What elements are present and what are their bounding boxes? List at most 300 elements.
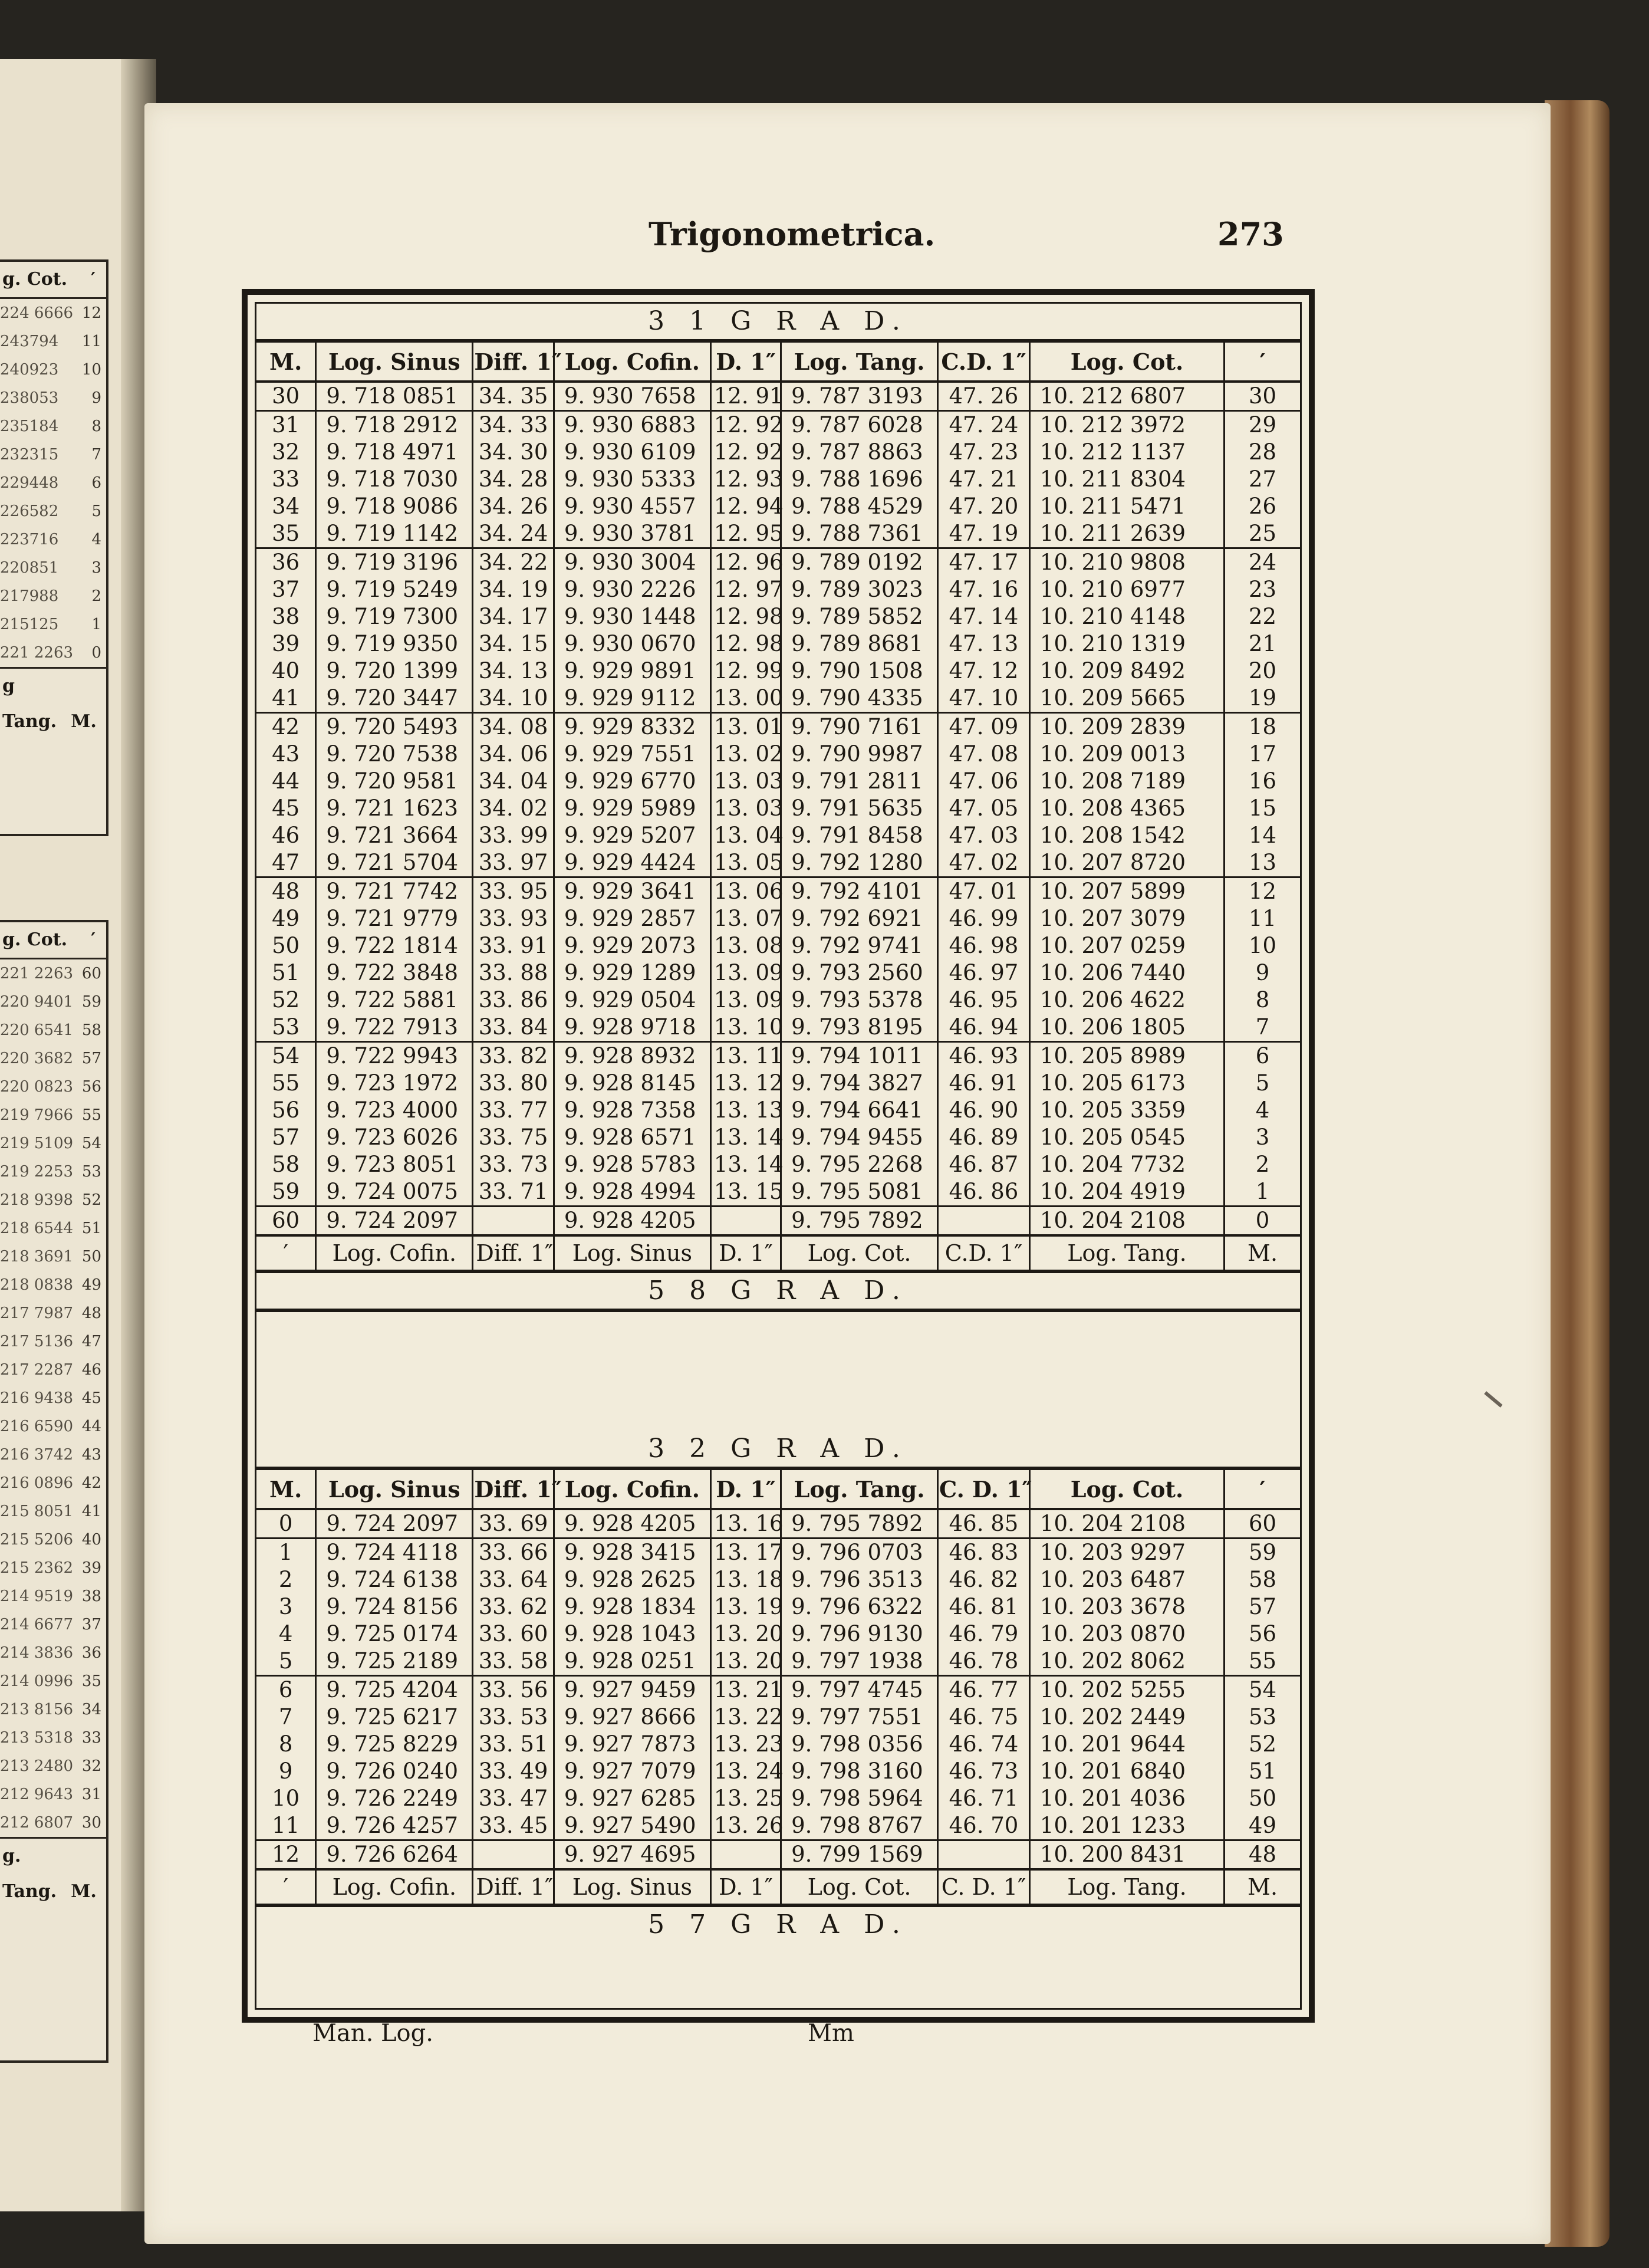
table-cell: 47. 08 — [938, 741, 1030, 768]
table-cell: 10. 207 0259 — [1029, 932, 1224, 959]
left-cell-minute: 9 — [91, 389, 101, 407]
left-table-row — [0, 1752, 106, 1780]
left-cell-minute: 11 — [81, 333, 101, 350]
table-cell: 9. 791 2811 — [781, 768, 938, 795]
table-cell: 31 — [256, 411, 316, 439]
left-cell-value: 232315 — [0, 446, 59, 464]
left-cell-value: 219 2253 — [0, 1163, 74, 1181]
table-row — [256, 768, 1300, 795]
table-cell: 47. 26 — [938, 382, 1030, 411]
table-cell: 46. 78 — [938, 1648, 1030, 1676]
column-header: ′ — [1225, 1470, 1300, 1509]
table-cell: 9. 721 9779 — [316, 905, 473, 932]
grad-heading-58: 5 8 G R A D. — [256, 1270, 1300, 1312]
column-footer: Log. Cot. — [781, 1235, 938, 1270]
left-table-footer — [0, 667, 106, 739]
left-cell-minute: 53 — [81, 1163, 101, 1181]
table-cell: 9. 721 3664 — [316, 822, 473, 849]
column-header: ′ — [1225, 343, 1300, 382]
table-cell: 9. 788 1696 — [781, 466, 938, 493]
table-cell: 9 — [256, 1758, 316, 1785]
left-cell-minute: 58 — [81, 1021, 101, 1039]
left-cell-value: 214 6677 — [0, 1616, 74, 1633]
table-cell: 9. 928 9718 — [554, 1014, 710, 1042]
table-cell: 47. 10 — [938, 685, 1030, 713]
table-cell: 22 — [1248, 604, 1277, 629]
table-cell: 9. 719 9350 — [316, 630, 473, 658]
left-table-row — [0, 1724, 106, 1752]
table-row — [256, 1178, 1300, 1207]
table-row — [256, 932, 1300, 959]
table-cell: 9. 726 2249 — [316, 1785, 473, 1812]
table-cell: 13. 09 — [710, 987, 781, 1014]
column-header: Diff. 1″ — [473, 343, 554, 382]
table-cell: 9. 724 0075 — [316, 1178, 473, 1207]
table-cell: 9. 725 4204 — [316, 1676, 473, 1704]
table-cell: 3 — [1255, 1125, 1270, 1150]
table-cell: 34. 28 — [473, 466, 554, 493]
table-cell: 10. 202 8062 — [1029, 1648, 1224, 1676]
table-cell: 9. 719 7300 — [316, 603, 473, 630]
table-cell: 0 — [1225, 1207, 1300, 1236]
left-cell-minute: 12 — [81, 304, 101, 322]
table-cell: 9. 720 1399 — [316, 658, 473, 685]
table-cell: 9. 792 1280 — [781, 849, 938, 877]
table-row — [256, 1840, 1300, 1870]
left-table-row — [0, 1384, 106, 1412]
table-cell: 46. 74 — [938, 1731, 1030, 1758]
table-cell: 9. 789 8681 — [781, 630, 938, 658]
left-cell-value: 216 6590 — [0, 1418, 74, 1435]
table-cell: 9. 720 7538 — [316, 741, 473, 768]
table-cell: 12 — [1225, 877, 1300, 906]
table-cell: 10. 207 3079 — [1029, 905, 1224, 932]
left-cell-value: 219 5109 — [0, 1135, 74, 1152]
table-cell: 33. 47 — [473, 1785, 554, 1812]
table-cell: 9. 719 5249 — [316, 576, 473, 603]
table-cell: 9. 793 8195 — [781, 1014, 938, 1042]
table-cell: 10. 204 4919 — [1029, 1178, 1224, 1207]
table-cell: 9. 795 2268 — [781, 1151, 938, 1178]
table-cell: 9. 929 3641 — [554, 877, 710, 906]
left-cell-minute: 0 — [91, 644, 101, 662]
table-cell: 13 — [1248, 850, 1277, 875]
table-cell: 1 — [256, 1539, 316, 1567]
left-cell-value: 220 0823 — [0, 1078, 74, 1096]
table-cell: 9. 799 1569 — [781, 1840, 938, 1870]
table-cell: 33. 88 — [473, 959, 554, 987]
column-header: Diff. 1″ — [473, 1470, 554, 1509]
left-cell-minute: 30 — [81, 1814, 101, 1832]
table-cell: 13. 08 — [710, 932, 781, 959]
table-cell: 10. 205 0545 — [1029, 1124, 1224, 1151]
table-cell: 44 — [256, 768, 316, 795]
column-footer: M. — [1225, 1235, 1300, 1270]
table-cell: 10. 209 5665 — [1029, 685, 1224, 713]
table-cell — [710, 1840, 781, 1870]
table-cell: 13. 14 — [710, 1151, 781, 1178]
table-cell: 9. 725 8229 — [316, 1731, 473, 1758]
table-cell: 13. 17 — [710, 1539, 781, 1567]
table-cell: 9. 928 7358 — [554, 1097, 710, 1124]
table-cell: 13. 03 — [710, 768, 781, 795]
table-cell: 33. 73 — [473, 1151, 554, 1178]
table-cell: 46. 77 — [938, 1676, 1030, 1704]
left-cell-value: 226582 — [0, 502, 59, 520]
grad-heading-32: 3 2 G R A D. — [256, 1431, 1300, 1470]
table-cell: 46. 70 — [938, 1812, 1030, 1840]
left-cell-minute: 51 — [81, 1220, 101, 1237]
table-cell: 9. 720 3447 — [316, 685, 473, 713]
left-cell-value: 216 0896 — [0, 1474, 74, 1492]
table-cell: 47. 19 — [938, 520, 1030, 548]
table-cell: 34. 35 — [473, 382, 554, 411]
table-cell: 52 — [256, 987, 316, 1014]
left-cell-value: 215 8051 — [0, 1503, 74, 1520]
column-footer: C. D. 1″ — [938, 1869, 1030, 1904]
table-cell: 34. 10 — [473, 685, 554, 713]
table-cell: 9. 787 3193 — [781, 382, 938, 411]
table-cell: 10. 200 8431 — [1029, 1840, 1224, 1870]
table-cell: 33. 56 — [473, 1676, 554, 1704]
left-footer-tang: g. Tang. — [2, 1846, 57, 1902]
table-cell: 33. 93 — [473, 905, 554, 932]
table-row — [256, 1539, 1300, 1567]
left-table-row — [0, 1327, 106, 1356]
table-cell: 13. 26 — [710, 1812, 781, 1840]
table-cell: 11 — [256, 1812, 316, 1840]
table-cell: 47. 03 — [938, 822, 1030, 849]
left-cell-minute: 34 — [81, 1701, 101, 1718]
table-cell: 13. 02 — [710, 741, 781, 768]
left-cell-minute: 7 — [91, 446, 101, 464]
table-cell: 9. 722 7913 — [316, 1014, 473, 1042]
table-cell: 10. 207 8720 — [1029, 849, 1224, 877]
table-cell: 10. 204 2108 — [1029, 1509, 1224, 1539]
column-header: Log. Sinus — [316, 343, 473, 382]
table-cell — [473, 1840, 554, 1870]
left-cell-value: 219 7966 — [0, 1106, 74, 1124]
table-cell: 13. 06 — [710, 877, 781, 906]
table-cell: 12. 98 — [710, 630, 781, 658]
column-header: Log. Tang. — [781, 1470, 938, 1509]
column-header: M. — [256, 1470, 316, 1509]
table-row — [256, 1731, 1300, 1758]
table-cell: 9. 719 3196 — [316, 548, 473, 577]
table-row — [256, 1785, 1300, 1812]
footer-left: Man. Log. — [312, 2020, 433, 2047]
left-cell-minute: 55 — [81, 1106, 101, 1124]
left-cell-value: 217988 — [0, 587, 59, 605]
table-cell: 46. 87 — [938, 1151, 1030, 1178]
table-cell: 30 — [1248, 383, 1277, 409]
table-cell: 46. 82 — [938, 1566, 1030, 1593]
table-cell: 13. 24 — [710, 1758, 781, 1785]
table-cell: 9. 798 3160 — [781, 1758, 938, 1785]
left-cell-minute: 49 — [81, 1276, 101, 1294]
table-cell: 10. 212 1137 — [1029, 439, 1224, 466]
left-footer-m: M. — [71, 711, 97, 732]
left-cell-minute: 45 — [81, 1389, 101, 1407]
column-header: Log. Cot. — [1029, 1470, 1224, 1509]
table-cell: 12. 96 — [710, 548, 781, 577]
table-cell: 51 — [256, 959, 316, 987]
table-cell: 10. 203 3678 — [1029, 1593, 1224, 1621]
left-cell-value: 217 7987 — [0, 1304, 74, 1322]
table-cell: 13. 20 — [710, 1621, 781, 1648]
table-cell: 14 — [1248, 823, 1277, 848]
table-inner-frame — [255, 302, 1302, 2010]
table-frame — [242, 289, 1315, 2023]
left-table-row — [0, 988, 106, 1016]
left-cell-minute: 46 — [81, 1361, 101, 1379]
table-cell: 33. 77 — [473, 1097, 554, 1124]
table-row — [256, 822, 1300, 849]
table-cell: 59 — [1225, 1539, 1300, 1567]
table-cell: 48 — [1225, 1840, 1300, 1870]
table-cell: 9. 929 5989 — [554, 795, 710, 822]
table-cell: 12. 98 — [710, 603, 781, 630]
left-cell-minute: 37 — [81, 1616, 101, 1633]
left-cell-value: 240923 — [0, 361, 59, 379]
table-cell: 60 — [1248, 1511, 1277, 1536]
column-footer: Log. Cofin. — [316, 1235, 473, 1270]
table-cell: 33. 80 — [473, 1070, 554, 1097]
table-cell: 9. 794 3827 — [781, 1070, 938, 1097]
left-cell-value: 212 6807 — [0, 1814, 74, 1832]
table-row — [256, 1124, 1300, 1151]
left-table-row — [0, 1469, 106, 1497]
table-cell: 6 — [256, 1676, 316, 1704]
table-cell: 13. 05 — [710, 849, 781, 877]
table-cell: 34. 02 — [473, 795, 554, 822]
table-cell: 34. 04 — [473, 768, 554, 795]
table-row — [256, 877, 1300, 906]
table-cell: 55 — [256, 1070, 316, 1097]
table-row — [256, 493, 1300, 520]
table-cell: 12. 92 — [710, 411, 781, 439]
table-cell: 47. 20 — [938, 493, 1030, 520]
table-cell: 9. 797 1938 — [781, 1648, 938, 1676]
table-row — [256, 1621, 1300, 1648]
left-cell-value: 213 2480 — [0, 1757, 74, 1775]
table-cell: 6 — [1225, 1042, 1300, 1070]
left-table-row — [0, 610, 106, 639]
table-cell: 9 — [1255, 960, 1270, 985]
table-cell: 9. 930 4557 — [554, 493, 710, 520]
table-cell: 34. 08 — [473, 713, 554, 741]
table-cell — [710, 1207, 781, 1236]
table-cell: 27 — [1248, 466, 1277, 492]
table-cell: 10. 203 6487 — [1029, 1566, 1224, 1593]
table-cell: 12. 92 — [710, 439, 781, 466]
column-header: C. D. 1″ — [938, 1470, 1030, 1509]
table-cell: 46. 93 — [938, 1042, 1030, 1070]
table-cell: 34 — [256, 493, 316, 520]
table-cell: 46 — [256, 822, 316, 849]
left-cell-minute: 57 — [81, 1050, 101, 1067]
left-footer-m: M. — [71, 1881, 97, 1902]
table-cell: 9. 929 5207 — [554, 822, 710, 849]
table-cell: 33. 82 — [473, 1042, 554, 1070]
table-cell: 39 — [256, 630, 316, 658]
table-row — [256, 1151, 1300, 1178]
table-cell: 9. 794 1011 — [781, 1042, 938, 1070]
table-cell: 46. 75 — [938, 1704, 1030, 1731]
table-cell: 47. 13 — [938, 630, 1030, 658]
table-cell: 10. 211 2639 — [1029, 520, 1224, 548]
table-cell: 16 — [1248, 768, 1277, 794]
left-header-cot: g. Cot. — [2, 269, 68, 290]
table-cell: 41 — [256, 685, 316, 713]
table-cell: 10. 211 8304 — [1029, 466, 1224, 493]
left-table-row — [0, 1610, 106, 1639]
table-cell: 13. 20 — [710, 1648, 781, 1676]
table-cell: 13. 14 — [710, 1124, 781, 1151]
table-cell: 34. 15 — [473, 630, 554, 658]
left-cell-value: 214 3836 — [0, 1644, 74, 1662]
table-cell: 13. 16 — [710, 1509, 781, 1539]
table-cell: 8 — [1255, 987, 1270, 1013]
left-table-row — [0, 639, 106, 667]
table-row — [256, 1042, 1300, 1070]
left-cell-value: 215125 — [0, 616, 59, 633]
left-cell-minute: 52 — [81, 1191, 101, 1209]
table-cell: 18 — [1225, 713, 1300, 741]
table-cell: 12. 93 — [710, 466, 781, 493]
left-table-row — [0, 525, 106, 554]
table-cell: 9. 928 4994 — [554, 1178, 710, 1207]
table-cell: 13. 04 — [710, 822, 781, 849]
left-table-row — [0, 1695, 106, 1724]
table-cell: 9. 930 6883 — [554, 411, 710, 439]
table-cell: 9. 723 8051 — [316, 1151, 473, 1178]
table-row — [256, 411, 1300, 439]
log-table-31 — [256, 343, 1300, 1270]
left-cell-value: 218 9398 — [0, 1191, 74, 1209]
table-row — [256, 1097, 1300, 1124]
table-cell: 9. 928 5783 — [554, 1151, 710, 1178]
table-cell: 10. 201 9644 — [1029, 1731, 1224, 1758]
left-cell-minute: 42 — [81, 1474, 101, 1492]
table-cell: 9. 929 2857 — [554, 905, 710, 932]
table-cell: 47. 24 — [938, 411, 1030, 439]
left-table-row — [0, 1412, 106, 1441]
left-table-row — [0, 1158, 106, 1186]
table-cell: 30 — [256, 382, 316, 411]
left-cell-minute: 2 — [91, 587, 101, 605]
table-cell: 9. 798 8767 — [781, 1812, 938, 1840]
table-cell: 9. 791 5635 — [781, 795, 938, 822]
table-row — [256, 1593, 1300, 1621]
table-row — [256, 382, 1300, 411]
column-footer: C.D. 1″ — [938, 1235, 1030, 1270]
table-cell: 7 — [256, 1704, 316, 1731]
table-cell: 51 — [1248, 1758, 1277, 1784]
table-cell: 23 — [1248, 577, 1277, 602]
table-cell: 49 — [256, 905, 316, 932]
table-row — [256, 466, 1300, 493]
table-cell: 46. 90 — [938, 1097, 1030, 1124]
table-cell: 10. 201 1233 — [1029, 1812, 1224, 1840]
left-table-row — [0, 1809, 106, 1837]
table-cell: 34. 33 — [473, 411, 554, 439]
table-cell: 12. 94 — [710, 493, 781, 520]
grad-heading-57: 5 7 G R A D. — [256, 1904, 1300, 1942]
table-cell: 9. 790 7161 — [781, 713, 938, 741]
table-cell: 47. 01 — [938, 877, 1030, 906]
table-cell: 9. 720 5493 — [316, 713, 473, 741]
table-cell: 9. 722 1814 — [316, 932, 473, 959]
table-cell: 56 — [256, 1097, 316, 1124]
table-cell: 10. 206 1805 — [1029, 1014, 1224, 1042]
table-cell: 9. 930 6109 — [554, 439, 710, 466]
left-table-row — [0, 1582, 106, 1610]
table-row — [256, 905, 1300, 932]
table-cell: 4 — [1255, 1097, 1270, 1123]
table-cell: 47. 14 — [938, 603, 1030, 630]
column-header: Log. Cofin. — [554, 1470, 710, 1509]
left-table-row — [0, 1780, 106, 1809]
left-cell-value: 212 9643 — [0, 1786, 74, 1803]
table-cell: 9. 927 4695 — [554, 1840, 710, 1870]
left-cell-value: 220 9401 — [0, 993, 74, 1011]
left-cell-minute: 5 — [91, 502, 101, 520]
table-cell: 25 — [1248, 521, 1277, 546]
table-cell: 34. 26 — [473, 493, 554, 520]
left-table-row — [0, 1016, 106, 1044]
table-row — [256, 1014, 1300, 1042]
left-cell-minute: 3 — [91, 559, 101, 577]
table-cell: 9. 929 4424 — [554, 849, 710, 877]
left-table-row — [0, 959, 106, 988]
table-cell: 54 — [1225, 1676, 1300, 1704]
table-cell: 53 — [256, 1014, 316, 1042]
column-footer: D. 1″ — [710, 1235, 781, 1270]
table-cell: 9. 928 1834 — [554, 1593, 710, 1621]
table-cell: 9. 798 0356 — [781, 1731, 938, 1758]
table-cell: 9. 930 1448 — [554, 603, 710, 630]
table-cell: 46. 85 — [938, 1509, 1030, 1539]
left-header-min: ′ — [91, 269, 96, 290]
left-cell-value: 217 2287 — [0, 1361, 74, 1379]
column-footer: ′ — [256, 1235, 316, 1270]
table-cell: 49 — [1248, 1813, 1277, 1838]
table-cell: 9. 797 4745 — [781, 1676, 938, 1704]
left-cell-minute: 32 — [81, 1757, 101, 1775]
table-cell: 13. 18 — [710, 1566, 781, 1593]
table-row — [256, 795, 1300, 822]
table-cell: 9. 726 0240 — [316, 1758, 473, 1785]
table-cell: 10. 206 7440 — [1029, 959, 1224, 987]
table-cell: 9. 929 0504 — [554, 987, 710, 1014]
table-cell: 47. 23 — [938, 439, 1030, 466]
left-cell-value: 220851 — [0, 559, 59, 577]
table-cell: 13. 22 — [710, 1704, 781, 1731]
left-table-row — [0, 1667, 106, 1695]
table-cell: 12. 91 — [710, 382, 781, 411]
column-header: Log. Sinus — [316, 1470, 473, 1509]
table-cell: 33. 69 — [473, 1509, 554, 1539]
table-cell: 33. 60 — [473, 1621, 554, 1648]
table-cell: 9. 718 4971 — [316, 439, 473, 466]
table-cell: 33. 75 — [473, 1124, 554, 1151]
left-table-row — [0, 497, 106, 525]
table-cell: 9. 788 4529 — [781, 493, 938, 520]
table-cell: 17 — [1248, 741, 1277, 767]
table-cell: 46. 71 — [938, 1785, 1030, 1812]
left-cell-value: 216 9438 — [0, 1389, 74, 1407]
